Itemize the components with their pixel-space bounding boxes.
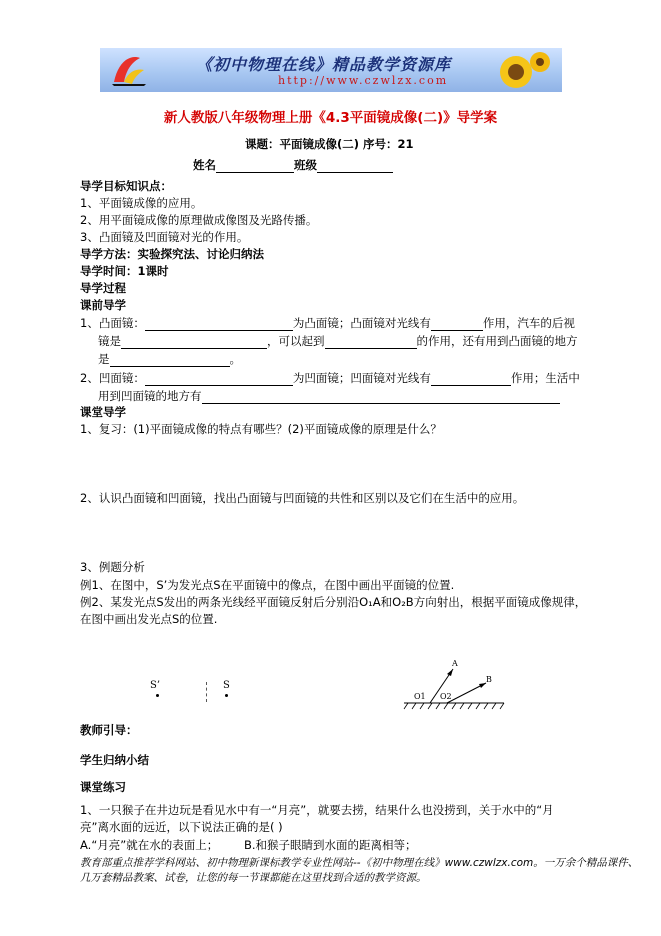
example-1: 例1、在图中，S’为发光点S在平面镜中的像点，在图中画出平面镜的位置. (80, 578, 455, 592)
q1-label: 1、凸面镜： (80, 316, 145, 330)
label-o2: O2 (440, 692, 452, 701)
option-a: A.“月亮”就在水的表面上； (80, 838, 219, 852)
label-b: B (486, 675, 492, 684)
answer-blank[interactable] (145, 318, 293, 331)
answer-blank[interactable] (202, 391, 560, 404)
goal-item: 2、用平面镜成像的原理做成像图及光路传播。 (80, 213, 318, 227)
figure-1-s-point (225, 694, 228, 697)
label-o1: O1 (414, 692, 426, 701)
process-heading: 导学过程 (80, 281, 126, 295)
footer-line-2: 几万套精品教案、试卷，让您的每一节课都能在这里找到合适的教学资源。 (80, 872, 427, 884)
goal-item: 3、凸面镜及凹面镜对光的作用。 (80, 230, 249, 244)
q1-text: 的作用，还有用到凸面镜的地方 (416, 334, 578, 348)
teacher-guidance-heading: 教师引导： (80, 723, 138, 737)
ray-o2-b-arrow (479, 683, 486, 688)
q2-label: 2、凹面镜： (80, 371, 145, 385)
question-1-line-3 (98, 351, 241, 367)
student-summary-heading: 学生归纳小结 (80, 753, 149, 767)
q1-text: ，可以起到 (267, 334, 325, 348)
banner-url[interactable]: http://www.czwlzx.com (278, 74, 449, 87)
q2-text: 为凹面镜；凹面镜对光线有 (292, 371, 431, 385)
footer-line-1: 教育部重点推荐学科网站、初中物理新课标教学专业性网站--《初中物理在线》www.czwlzx.com。一万余个精品课件、 (80, 857, 639, 869)
name-label: 姓名 (193, 158, 216, 172)
class-blank[interactable] (317, 160, 393, 173)
answer-blank[interactable] (431, 373, 511, 386)
label-a: A (452, 659, 458, 668)
goal-item: 1、平面镜成像的应用。 (80, 196, 203, 210)
question-2-line-2 (98, 388, 560, 404)
ray-o1-a-arrow (447, 669, 453, 676)
answer-blank[interactable] (431, 318, 483, 331)
question-2-line-1 (80, 370, 580, 386)
q1-text: 镜是 (98, 334, 121, 348)
in-class-heading: 课堂导学 (80, 405, 126, 419)
class-label: 班级 (294, 158, 317, 172)
example-heading: 3、例题分析 (80, 560, 145, 574)
goals-heading: 导学目标知识点： (80, 179, 172, 193)
q1-text: 是 (98, 352, 110, 366)
lesson-info: 课题：平面镜成像(二) 序号：21 (245, 137, 414, 151)
answer-blank[interactable] (325, 336, 417, 349)
exercise-1-line-1: 1、一只猴子在井边玩是看见水中有一“月亮”，就要去捞，结果什么也没捞到，关于水中的“月 (80, 803, 554, 817)
figure-1-s-label: S (223, 680, 230, 691)
method-line: 导学方法：实验探究法、讨论归纳法 (80, 247, 264, 261)
answer-blank[interactable] (145, 373, 293, 386)
header-banner (100, 48, 562, 92)
q1-text: 为凸面镜；凸面镜对光线有 (292, 316, 431, 330)
answer-blank[interactable] (110, 354, 230, 367)
name-blank[interactable] (216, 160, 294, 173)
question-1-line-2 (98, 333, 578, 349)
question-1-line-1 (80, 315, 575, 331)
mirror-hatching (404, 703, 504, 709)
q2-text: 用到凹面镜的地方有 (98, 389, 202, 403)
figure-1-s-prime-label: S’ (150, 680, 161, 691)
example-2-line-2: 在图中画出发光点S的位置. (80, 612, 218, 626)
option-b: B.和猴子眼睛到水面的距离相等； (244, 838, 417, 852)
pre-class-heading: 课前导学 (80, 298, 126, 312)
name-class-line (193, 157, 393, 173)
example-2-line-1: 例2、某发光点S发出的两条光线经平面镜反射后分别沿O₁A和O₂B方向射出，根据平面镜成像规律， (80, 595, 587, 609)
q2-text: 作用；生活中 (510, 371, 580, 385)
time-line: 导学时间：1课时 (80, 264, 169, 278)
figure-2-mirror-diagram (400, 655, 510, 711)
figure-1-divider (206, 682, 208, 702)
figure-1-s-prime-point (156, 694, 159, 697)
sunflower-icon (494, 50, 552, 90)
review-question: 1、复习：(1)平面镜成像的特点有哪些？(2)平面镜成像的原理是什么？ (80, 422, 442, 436)
site-logo-icon (110, 52, 148, 88)
q1-text: 作用，汽车的后视 (482, 316, 575, 330)
banner-title: 《初中物理在线》精品教学资源库 (196, 55, 452, 74)
recognize-question: 2、认识凸面镜和凹面镜，找出凸面镜与凹面镜的共性和区别以及它们在生活中的应用。 (80, 491, 525, 505)
practice-heading: 课堂练习 (80, 780, 126, 794)
answer-blank[interactable] (121, 336, 267, 349)
q1-text: 。 (229, 352, 241, 366)
document-title: 新人教版八年级物理上册《4.3平面镜成像(二)》导学案 (163, 110, 498, 126)
exercise-1-line-2: 亮”离水面的远近，以下说法正确的是( ) (80, 820, 283, 834)
